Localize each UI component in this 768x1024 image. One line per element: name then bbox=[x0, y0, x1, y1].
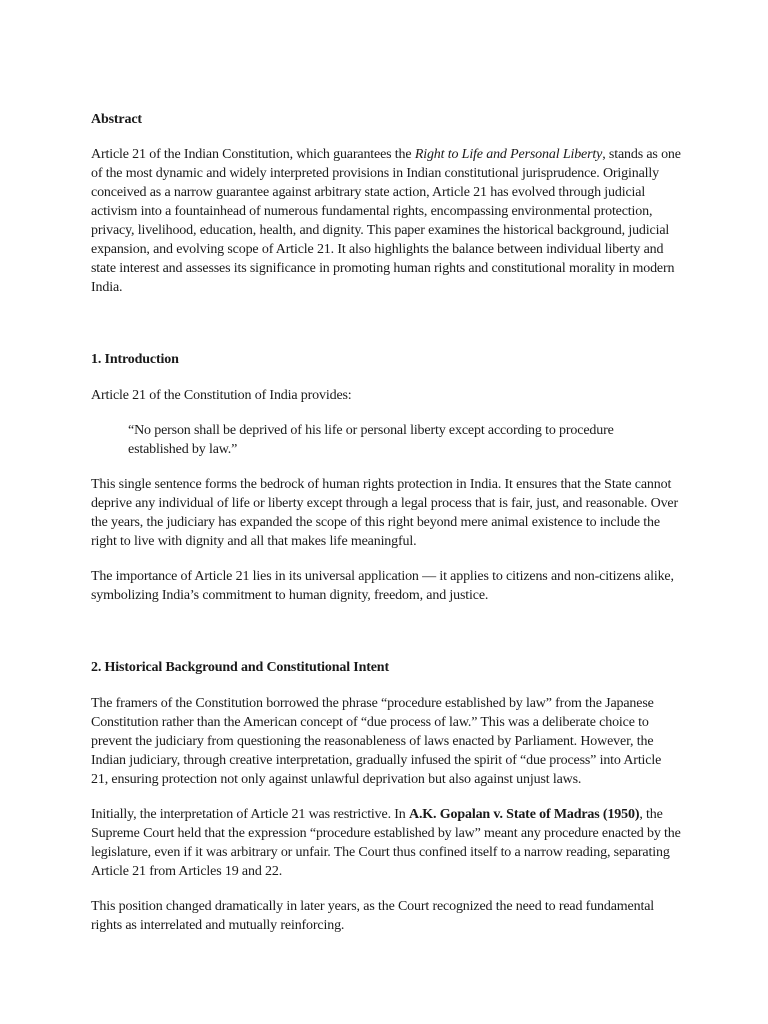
abstract-text bbox=[91, 145, 681, 297]
historical-paragraph-2-start: Initially, the interpretation of Article 21 was restrictive. In bbox=[91, 807, 409, 822]
case-citation: A.K. Gopalan v. State of Madras (1950) bbox=[409, 807, 640, 822]
abstract-heading: Abstract bbox=[91, 112, 142, 127]
article-21-quote: “No person shall be deprived of his life or personal liberty except according to procedure established by law.” bbox=[128, 423, 614, 457]
historical-paragraph-2 bbox=[91, 805, 681, 881]
abstract-text-start: Article 21 of the Indian Constitution, which guarantees the bbox=[91, 147, 415, 162]
introduction-lead: Article 21 of the Constitution of India provides: bbox=[91, 388, 352, 403]
introduction-heading: 1. Introduction bbox=[91, 352, 179, 367]
introduction-paragraph-2: The importance of Article 21 lies in its universal application — it applies to citizens and non-citizens alike, symbolizing India’s commitment to human dignity, freedom, and justice. bbox=[91, 569, 674, 603]
abstract-italic-phrase: Right to Life and Personal Liberty bbox=[414, 147, 603, 162]
historical-paragraph-2-end: , the Supreme Court held that the expression “procedure established by law” meant any procedure enacted by the legislature, even if it was arbitrary or unfair. The Court thus confined itself to a narrow reading, separating Article 21 from Articles 19 and 22. bbox=[91, 807, 681, 879]
abstract-text-end: , stands as one of the most dynamic and widely interpreted provisions in Indian constitutional jurisprudence. Originally conceived as a narrow guarantee against arbitrary state action, Article 21 has evolved through judicial activism into a fountainhead of numerous fundamental rights, encompassing environmental protection, privacy, livelihood, education, health, and dignity. This paper examines the historical background, judicial expansion, and evolving scope of Article 21. It also highlights the balance between individual liberty and state interest and assesses its significance in promoting human rights and constitutional morality in modern India. bbox=[91, 147, 681, 295]
introduction-paragraph-1: This single sentence forms the bedrock of human rights protection in India. It ensures that the State cannot deprive any individual of life or liberty except through a legal process that is fair, just, and reasonable. Over the years, the judiciary has expanded the scope of this right beyond mere animal existence to include the right to live with dignity and all that makes life meaningful. bbox=[91, 477, 679, 549]
historical-heading: 2. Historical Background and Constitutional Intent bbox=[91, 660, 389, 675]
historical-paragraph-1: The framers of the Constitution borrowed the phrase “procedure established by law” from the Japanese Constitution rather than the American concept of “due process of law.” This was a deliberate choice to prevent the judiciary from questioning the reasonableness of laws enacted by Parliament. However, the Indian judiciary, through creative interpretation, gradually infused the spirit of “due process” into Article 21, ensuring protection not only against unlawful deprivation but also against unjust laws. bbox=[91, 696, 662, 787]
document-page bbox=[91, 110, 681, 935]
historical-paragraph-3: This position changed dramatically in later years, as the Court recognized the need to read fundamental rights as interrelated and mutually reinforcing. bbox=[91, 899, 655, 933]
